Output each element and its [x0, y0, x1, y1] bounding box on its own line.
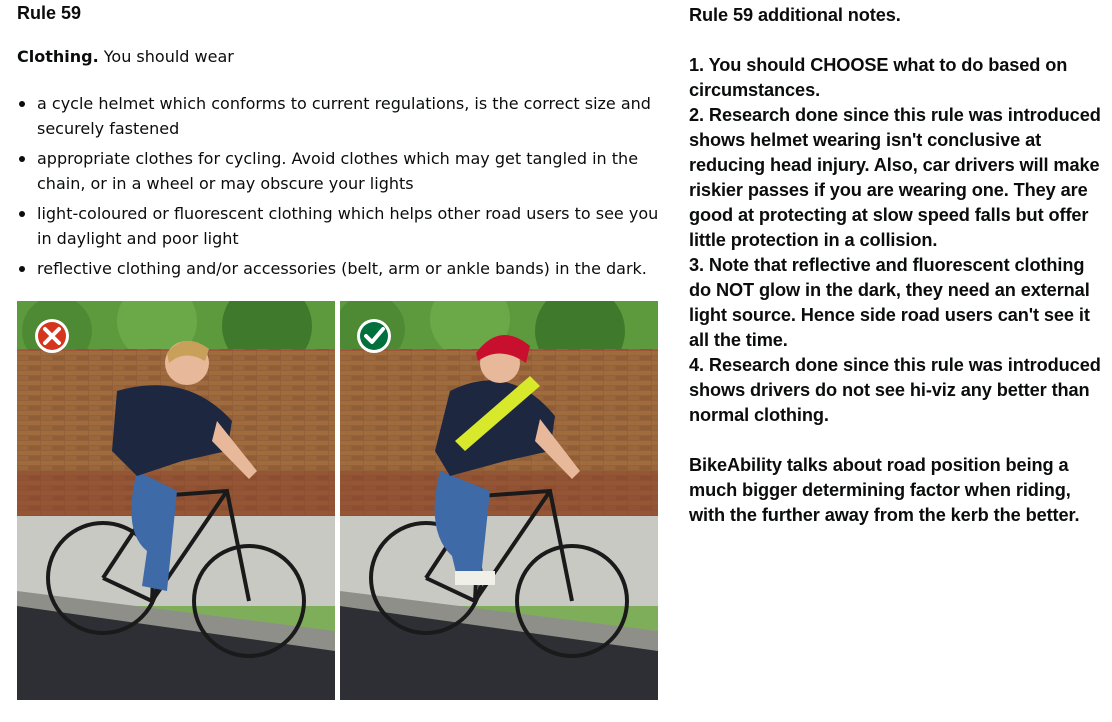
cross-icon: [35, 319, 69, 353]
list-item-text: a cycle helmet which conforms to current regulations, is the correct size and securely fastened: [37, 94, 651, 138]
bullet-icon: [19, 211, 25, 217]
list-item-text: reflective clothing and/or accessories (belt, arm or ankle bands) in the dark.: [37, 259, 647, 278]
note-item: 2. Research done since this rule was introduced shows helmet wearing isn't conclusive at reducing head injury. Also, car drivers will make riskier passes if you are wearing one. They are good at protecting at slow speed falls but offer little protection in a collision.: [689, 105, 1101, 250]
list-item: [17, 201, 667, 251]
rule-intro: [17, 47, 234, 66]
note-item: 4. Research done since this rule was introduced shows drivers do not see hi-viz any better than normal clothing.: [689, 355, 1101, 425]
list-item-text: appropriate clothes for cycling. Avoid clothes which may get tangled in the chain, or in a wheel or may obscure your lights: [37, 149, 639, 193]
note-item: 1. You should CHOOSE what to do based on circumstances.: [689, 55, 1068, 100]
intro-heading: Clothing.: [17, 47, 99, 66]
additional-notes: [689, 3, 1109, 528]
clothing-list: [17, 91, 667, 286]
check-icon: [357, 319, 391, 353]
note-item: 3. Note that reflective and fluorescent clothing do NOT glow in the dark, they need an external light source. Hence side road users can't see it all the time.: [689, 255, 1090, 350]
list-item: [17, 256, 667, 281]
notes-footer: BikeAbility talks about road position being a much bigger determining factor when riding, with the further away from the kerb the better.: [689, 455, 1080, 525]
list-item-text: light-coloured or fluorescent clothing which helps other road users to see you in daylight and poor light: [37, 204, 659, 248]
bullet-icon: [19, 266, 25, 272]
intro-text: You should wear: [98, 47, 234, 66]
photo-incorrect-clothing: [17, 301, 335, 700]
rule-title: Rule 59: [17, 3, 82, 23]
bullet-icon: [19, 156, 25, 162]
notes-title: Rule 59 additional notes.: [689, 5, 901, 25]
list-item: [17, 146, 667, 196]
list-item: [17, 91, 667, 141]
photo-correct-clothing: [340, 301, 658, 700]
bullet-icon: [19, 101, 25, 107]
